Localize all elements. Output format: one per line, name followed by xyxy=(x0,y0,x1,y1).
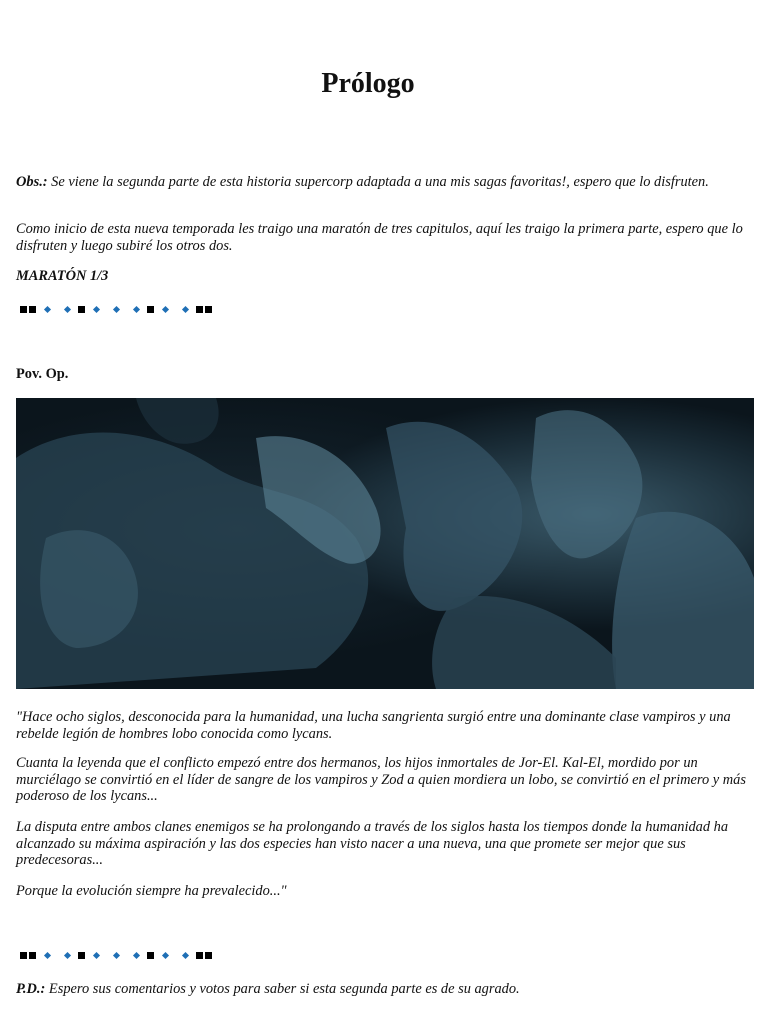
marathon-label: MARATÓN 1/3 xyxy=(16,268,109,284)
pov-label: Pov. Op. xyxy=(16,366,69,382)
obs-paragraph xyxy=(16,174,746,191)
story-paragraph-1: "Hace ocho siglos, desconocida para la humanidad, una lucha sangrienta surgió entre una dominante clase vampiros y una rebelde legión de hombres lobo conocida como lycans. xyxy=(16,709,731,742)
story-paragraph-3: La disputa entre ambos clanes enemigos se ha prolongando a través de los siglos hasta los tiempos donde la humanidad ha alcanzado su máxima aspiración y las dos especies han visto nacer a una nueva, una que promete ser mejor que sus predecesoras... xyxy=(16,819,729,868)
story-paragraph-4: Porque la evolución siempre ha prevalecido..." xyxy=(16,883,287,899)
pd-label: P.D.: xyxy=(16,981,46,997)
pd-paragraph xyxy=(16,981,746,998)
obs-text: Se viene la segunda parte de esta historia supercorp adaptada a una mis sagas favoritas!, espero que lo disfruten. xyxy=(47,174,709,190)
pd-text: Espero sus comentarios y votos para saber si esta segunda parte es de su agrado. xyxy=(45,981,520,997)
page-title: Prólogo xyxy=(321,68,415,99)
ornament-divider-bottom xyxy=(20,949,214,961)
obs-label: Obs.: xyxy=(16,174,48,190)
ornament-divider-top xyxy=(20,303,214,315)
intro-paragraph: Como inicio de esta nueva temporada les traigo una maratón de tres capitulos, aquí les traigo la primera parte, espero que lo disfruten y luego subiré los otros dos. xyxy=(16,221,743,254)
stone-relief-image xyxy=(16,398,754,689)
story-paragraph-2: Cuanta la leyenda que el conflicto empezó entre dos hermanos, los hijos inmortales de Jor-El. Kal-El, mordido por un murciélago se convirtió en el líder de sangre de los vampiros y Zod a quien mordiera un lobo, se convirtió en el primero y más poderoso de los lycans... xyxy=(16,755,746,804)
